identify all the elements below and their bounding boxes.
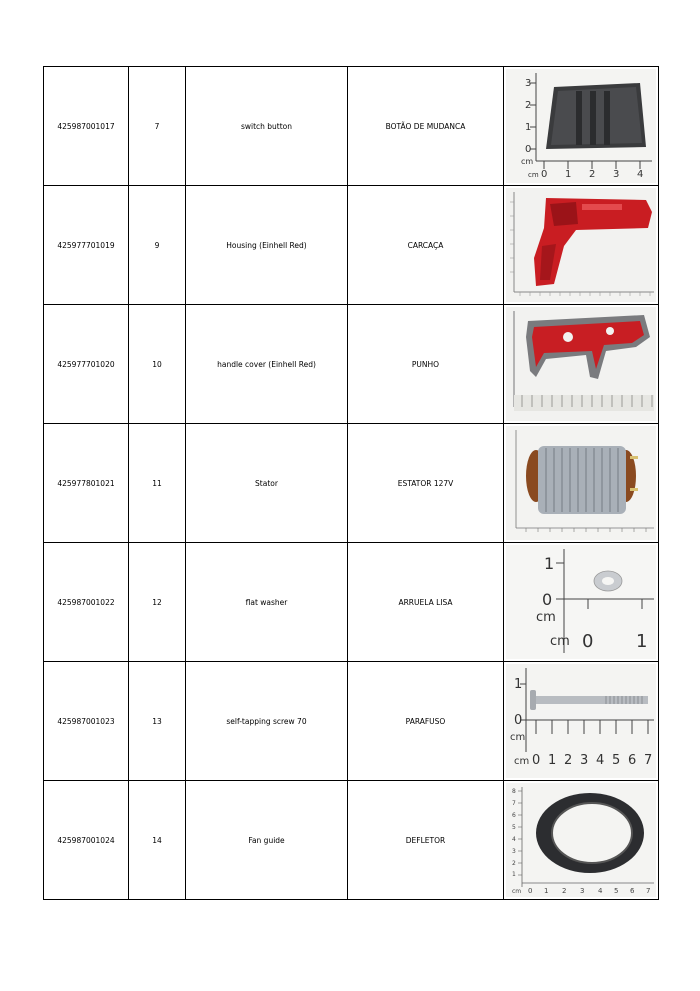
description-portuguese: ARRUELA LISA — [348, 543, 504, 662]
ruler-label: 2 — [564, 753, 573, 768]
table-row — [44, 186, 659, 305]
ruler-label: 7 — [646, 887, 651, 895]
article-number: 425987001017 — [44, 67, 129, 186]
flat-washer-photo — [506, 545, 656, 659]
ruler-unit: cm — [510, 732, 526, 743]
parts-table — [43, 66, 659, 900]
description-portuguese: CARCAÇA — [348, 186, 504, 305]
ruler-unit: cm — [536, 610, 556, 625]
ruler-label: 2 — [562, 887, 567, 895]
position-number: 10 — [129, 305, 186, 424]
ruler-label: 0 — [532, 753, 541, 768]
position-number: 14 — [129, 781, 186, 900]
article-number: 425987001022 — [44, 543, 129, 662]
ruler-label: 8 — [512, 788, 516, 795]
ruler-label: 7 — [512, 800, 516, 807]
part-photo-cell — [504, 67, 659, 186]
ruler-label: 4 — [637, 169, 644, 180]
screw-photo — [506, 664, 656, 778]
ruler-label: 6 — [630, 887, 635, 895]
ruler-unit: cm — [521, 157, 534, 166]
fan-guide-photo — [506, 783, 656, 897]
handle-cover-photo — [506, 307, 656, 421]
position-number: 9 — [129, 186, 186, 305]
ruler-label: 1 — [512, 871, 516, 878]
ruler-unit: cm — [514, 756, 530, 767]
description-english: Fan guide — [186, 781, 348, 900]
ruler-label: 0 — [541, 169, 548, 180]
article-number: 425977801021 — [44, 424, 129, 543]
ruler-unit: cm — [550, 634, 570, 649]
stator-photo — [506, 426, 656, 540]
table-row — [44, 781, 659, 900]
description-english: Housing (Einhell Red) — [186, 186, 348, 305]
table-row — [44, 424, 659, 543]
ruler-label: 1 — [525, 122, 532, 133]
position-number: 11 — [129, 424, 186, 543]
article-number: 425987001024 — [44, 781, 129, 900]
table-row — [44, 67, 659, 186]
description-portuguese: PARAFUSO — [348, 662, 504, 781]
part-photo-cell — [504, 781, 659, 900]
description-portuguese: BOTÃO DE MUDANCA — [348, 67, 504, 186]
position-number: 7 — [129, 67, 186, 186]
ruler-unit: cm — [528, 171, 539, 179]
red-housing-photo — [506, 188, 656, 302]
ruler-label: 0 — [525, 144, 532, 155]
position-number: 12 — [129, 543, 186, 662]
ruler-label: 0 — [514, 713, 523, 728]
ruler-label: 2 — [589, 169, 596, 180]
part-photo-cell — [504, 305, 659, 424]
description-portuguese: ESTATOR 127V — [348, 424, 504, 543]
part-photo-cell — [504, 424, 659, 543]
article-number: 425987001023 — [44, 662, 129, 781]
ruler-label: 4 — [598, 887, 603, 895]
ruler-label: 3 — [512, 848, 516, 855]
position-number: 13 — [129, 662, 186, 781]
part-photo-cell — [504, 662, 659, 781]
part-photo-cell — [504, 543, 659, 662]
description-english: flat washer — [186, 543, 348, 662]
ruler-label: 1 — [548, 753, 557, 768]
article-number: 425977701020 — [44, 305, 129, 424]
ruler-label: 1 — [565, 169, 572, 180]
ruler-label: 4 — [596, 753, 605, 768]
ruler-label: 7 — [644, 753, 653, 768]
ruler-label: 3 — [580, 887, 585, 895]
ruler-label: 3 — [525, 78, 532, 89]
ruler-label: 5 — [614, 887, 619, 895]
ruler-label: 0 — [582, 631, 594, 652]
ruler-label: 0 — [542, 590, 553, 609]
ruler-label: 2 — [512, 860, 516, 867]
table-row — [44, 305, 659, 424]
description-english: handle cover (Einhell Red) — [186, 305, 348, 424]
description-portuguese: PUNHO — [348, 305, 504, 424]
part-photo-cell — [504, 186, 659, 305]
ruler-label: 6 — [512, 812, 516, 819]
table-row — [44, 543, 659, 662]
ruler-label: 5 — [512, 824, 516, 831]
article-number: 425977701019 — [44, 186, 129, 305]
switch-button-photo — [506, 69, 656, 183]
description-portuguese: DEFLETOR — [348, 781, 504, 900]
table-row — [44, 662, 659, 781]
description-english: switch button — [186, 67, 348, 186]
ruler-unit: cm — [512, 888, 522, 895]
ruler-label: 3 — [580, 753, 589, 768]
ruler-label: 1 — [636, 631, 648, 652]
ruler-label: 1 — [544, 887, 549, 895]
description-english: self-tapping screw 70 — [186, 662, 348, 781]
ruler-label: 0 — [528, 887, 533, 895]
ruler-label: 1 — [544, 554, 555, 573]
ruler-label: 4 — [512, 836, 516, 843]
ruler-label: 2 — [525, 100, 532, 111]
ruler-label: 5 — [612, 753, 621, 768]
description-english: Stator — [186, 424, 348, 543]
ruler-label: 1 — [514, 677, 523, 692]
ruler-label: 3 — [613, 169, 620, 180]
ruler-label: 6 — [628, 753, 637, 768]
